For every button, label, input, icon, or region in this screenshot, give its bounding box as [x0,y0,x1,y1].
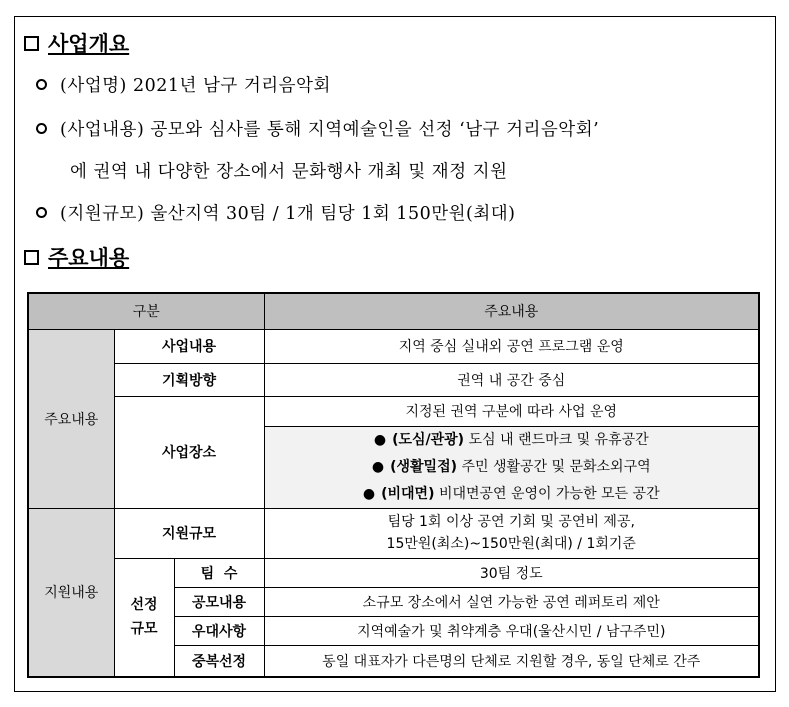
bullet-project-name [36,72,331,97]
bullet-dot-icon: ● [371,458,385,475]
bullet-label: (사업내용) [60,120,145,140]
bullet-text: 2021년 남구 거리음악회 [132,76,331,96]
table-row [28,363,759,396]
list-item: ● (도심/관광) 도심 내 랜드마크 및 유휴공간 [373,431,649,448]
section-heading-overview [24,28,129,58]
group-label-main: 주요내용 [28,329,114,508]
table-header-row [28,293,759,329]
section-title: 주요내용 [48,246,130,270]
circle-bullet-icon [36,79,47,90]
row-content: 소규모 장소에서 실연 가능한 공연 레퍼토리 제안 [264,587,759,616]
row-label: 기획방향 [114,363,264,396]
table-row [28,558,759,587]
section-title: 사업개요 [48,32,130,56]
row-label: 사업내용 [114,329,264,363]
scale-line-2: 15만원(최소)~150만원(최대) / 1회기준 [386,536,636,552]
row-label: 지원규모 [114,508,264,558]
row-content: 지역예술가 및 취약계층 우대(울산시민 / 남구주민) [264,616,759,645]
selection-label: 선정 규모 [114,558,174,677]
checkbox-square-icon [24,250,39,265]
bullet-dot-icon: ● [362,485,376,502]
bullet-label: (사업명) [60,76,127,96]
venue-list [264,426,759,508]
bullet-dot-icon: ● [373,431,387,448]
header-category: 구분 [28,293,264,329]
table-row [28,508,759,558]
bullet-text: 울산지역 30팀 / 1개 팀당 1회 150만원(최대) [150,204,516,224]
row-label-venue: 사업장소 [114,396,264,508]
row-content: 권역 내 공간 중심 [264,363,759,396]
row-label: 팀 수 [174,558,264,587]
bullet-label: (지원규모) [60,204,145,224]
bullet-continuation: 에 권역 내 다양한 장소에서 문화행사 개최 및 재정 지원 [70,162,508,182]
row-content: 동일 대표자가 다른명의 단체로 지원할 경우, 동일 단체로 간주 [264,645,759,677]
table-row [28,329,759,363]
scale-content [264,508,759,558]
checkbox-square-icon [24,36,39,51]
row-content: 지역 중심 실내외 공연 프로그램 운영 [264,329,759,363]
circle-bullet-icon [36,123,47,134]
row-label: 공모내용 [174,587,264,616]
row-content: 30팀 정도 [264,558,759,587]
bullet-text: 공모와 심사를 통해 지역예술인을 선정 ‘남구 거리음악회’ [150,120,600,140]
header-content: 주요내용 [264,293,759,329]
row-label: 우대사항 [174,616,264,645]
venue-intro: 지정된 권역 구분에 따라 사업 운영 [264,396,759,426]
circle-bullet-icon [36,207,47,218]
group-label-support: 지원내용 [28,508,114,677]
bullet-project-content [36,116,599,141]
table-row [28,396,759,426]
section-heading-main [24,242,129,272]
scale-line-1: 팀당 1회 이상 공연 기회 및 공연비 제공, [387,514,635,530]
bullet-support-scale [36,200,516,225]
list-item: ● (생활밀접) 주민 생활공간 및 문화소외구역 [371,458,651,475]
row-label: 중복선정 [174,645,264,677]
list-item: ● (비대면) 비대면공연 운영이 가능한 모든 공간 [362,485,660,502]
main-content-table [27,292,760,678]
